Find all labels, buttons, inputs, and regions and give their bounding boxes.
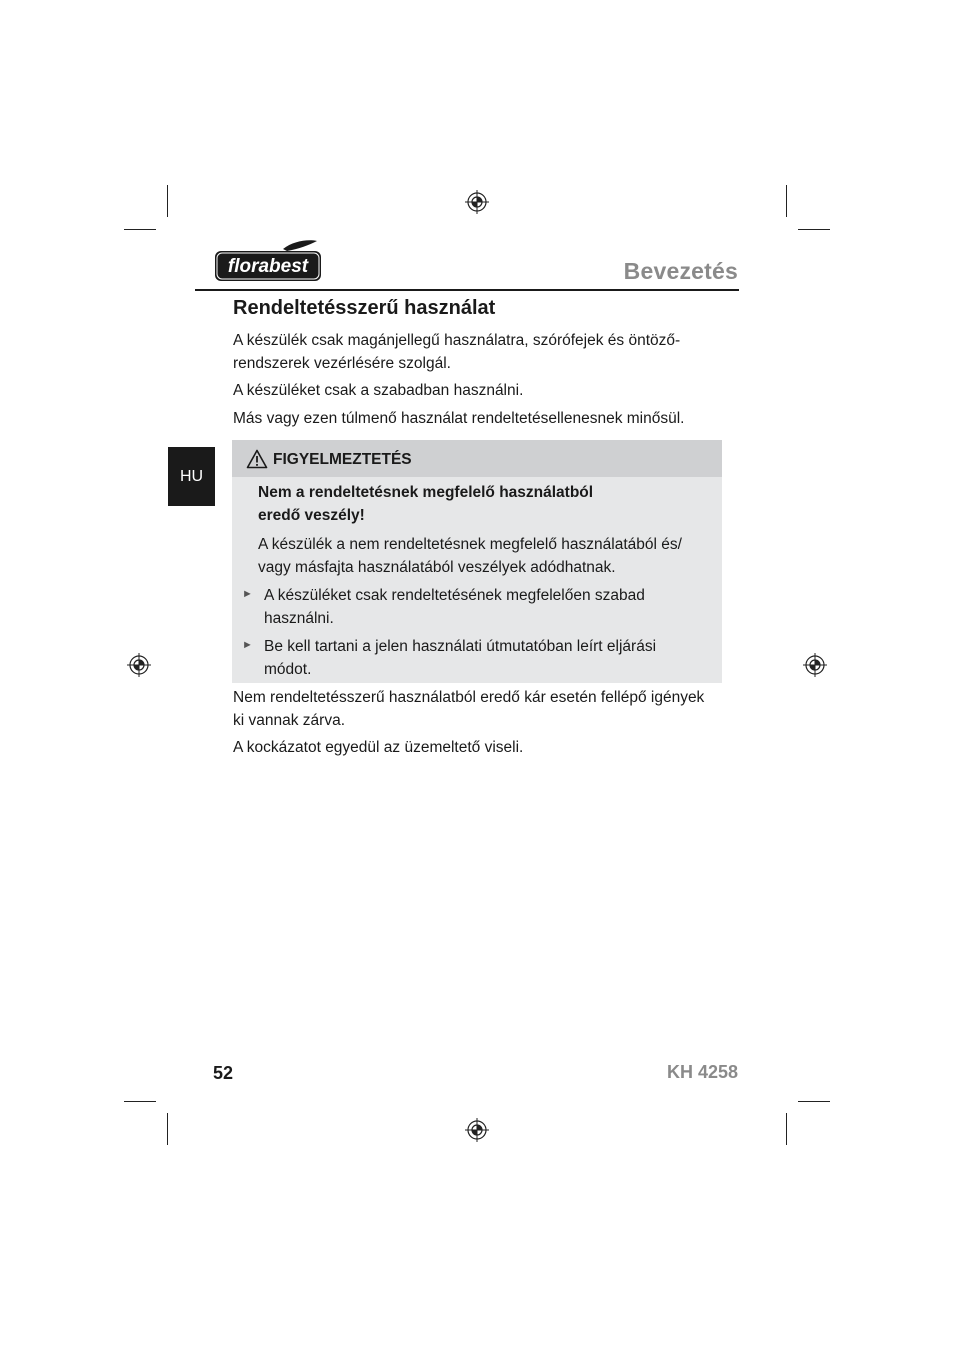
paragraph-line: Nem rendeltetésszerű használatból eredő kár esetén fellépő igények bbox=[233, 689, 705, 706]
registration-mark-icon bbox=[465, 1118, 489, 1142]
florabest-logo bbox=[213, 239, 323, 283]
bullet-arrow-icon: ► bbox=[242, 588, 253, 600]
warning-triangle-icon bbox=[246, 449, 268, 469]
page-heading: Rendeltetésszerű használat bbox=[233, 297, 496, 319]
bullet-line: használni. bbox=[264, 609, 334, 627]
warning-text-line: A készülék a nem rendeltetésnek megfelelő használatából és/ bbox=[258, 536, 682, 553]
warning-bullet bbox=[264, 636, 709, 681]
paragraph: A készüléket csak a szabadban használni. bbox=[233, 382, 524, 399]
warning-headline-line: Nem a rendeltetésnek megfelelő használatból bbox=[258, 484, 594, 501]
page-number: 52 bbox=[213, 1063, 234, 1083]
language-tab: HU bbox=[168, 447, 215, 506]
warning-text bbox=[258, 534, 708, 579]
crop-mark bbox=[124, 229, 156, 230]
paragraph bbox=[233, 687, 728, 732]
paragraph-line: A készülék csak magánjellegű használatra, szórófejek és öntöző- bbox=[233, 332, 681, 349]
registration-mark-icon bbox=[803, 653, 827, 677]
crop-mark bbox=[798, 229, 830, 230]
warning-title: FIGYELMEZTETÉS bbox=[273, 451, 412, 468]
bullet-line: módot. bbox=[264, 660, 312, 678]
registration-mark-icon bbox=[127, 653, 151, 677]
paragraph: A kockázatot egyedül az üzemeltető viseli. bbox=[233, 739, 524, 756]
warning-bullet bbox=[264, 585, 709, 630]
model-number: KH 4258 bbox=[666, 1062, 738, 1082]
bullet-line: Be kell tartani a jelen használati útmutatóban leírt eljárási bbox=[264, 638, 657, 655]
crop-mark bbox=[124, 1101, 156, 1102]
crop-mark bbox=[167, 185, 168, 217]
brand-name: florabest bbox=[227, 256, 309, 277]
registration-mark-icon bbox=[465, 190, 489, 214]
paragraph-line: rendszerek vezérlésére szolgál. bbox=[233, 354, 451, 372]
warning-headline-line: eredő veszély! bbox=[258, 507, 365, 524]
crop-mark bbox=[798, 1101, 830, 1102]
warning-headline bbox=[258, 481, 708, 527]
crop-mark bbox=[786, 185, 787, 217]
section-title: Bevezetés bbox=[623, 258, 738, 284]
crop-mark bbox=[167, 1113, 168, 1145]
bullet-arrow-icon: ► bbox=[242, 639, 253, 651]
paragraph: Más vagy ezen túlmenő használat rendeltetésellenesnek minősül. bbox=[233, 410, 685, 427]
crop-mark bbox=[786, 1113, 787, 1145]
bullet-line: A készüléket csak rendeltetésének megfelelően szabad bbox=[264, 587, 645, 604]
paragraph-line: ki vannak zárva. bbox=[233, 711, 345, 729]
paragraph bbox=[233, 330, 728, 375]
warning-text-line: vagy másfajta használatából veszélyek adódhatnak. bbox=[258, 558, 616, 576]
header-divider bbox=[195, 289, 739, 291]
